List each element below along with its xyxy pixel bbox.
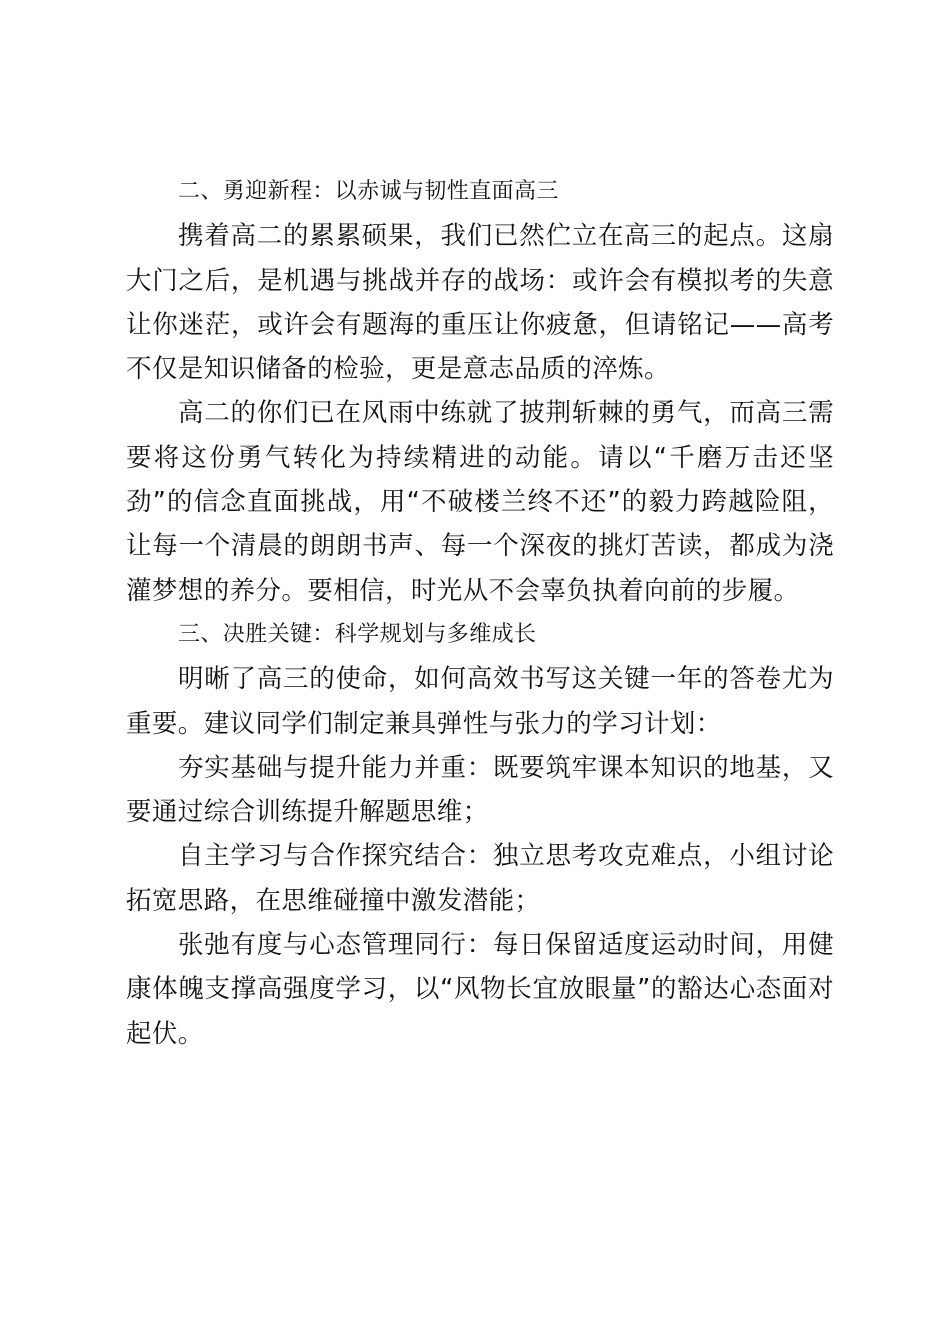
document-body xyxy=(126,170,834,1056)
body-paragraph: 明晰了高三的使命，如何高效书写这关键一年的答卷尤为重要。建议同学们制定兼具弹性与张力的学习计划： xyxy=(126,664,834,739)
section-heading-2: 二、勇迎新程：以赤诚与韧性直面高三 xyxy=(178,179,559,204)
body-paragraph: 自主学习与合作探究结合：独立思考攻克难点，小组讨论拓宽思路，在思维碰撞中激发潜能； xyxy=(126,841,834,916)
body-paragraph: 携着高二的累累硕果，我们已然伫立在高三的起点。这扇大门之后，是机遇与挑战并存的战场：或许会有模拟考的失意让你迷茫，或许会有题海的重压让你疲惫，但请铭记——高考不仅是知识储备的检验，更是意志品质的淬炼。 xyxy=(126,221,834,385)
body-paragraph: 张弛有度与心态管理同行：每日保留适度运动时间，用健康体魄支撑高强度学习，以“风物长宜放眼量”的豁达心态面对起伏。 xyxy=(126,930,834,1049)
section-heading-3: 三、决胜关键：科学规划与多维成长 xyxy=(178,621,537,647)
body-paragraph: 高二的你们已在风雨中练就了披荆斩棘的勇气，而高三需要将这份勇气转化为持续精进的动能。请以“千磨万击还坚劲”的信念直面挑战，用“不破楼兰终不还”的毅力跨越险阻，让每一个清晨的朗朗书声、每一个深夜的挑灯苦读，都成为浇灌梦想的养分。要相信，时光从不会辜负执着向前的步履。 xyxy=(126,398,834,606)
body-paragraph: 夯实基础与提升能力并重：既要筑牢课本知识的地基，又要通过综合训练提升解题思维； xyxy=(126,752,834,828)
